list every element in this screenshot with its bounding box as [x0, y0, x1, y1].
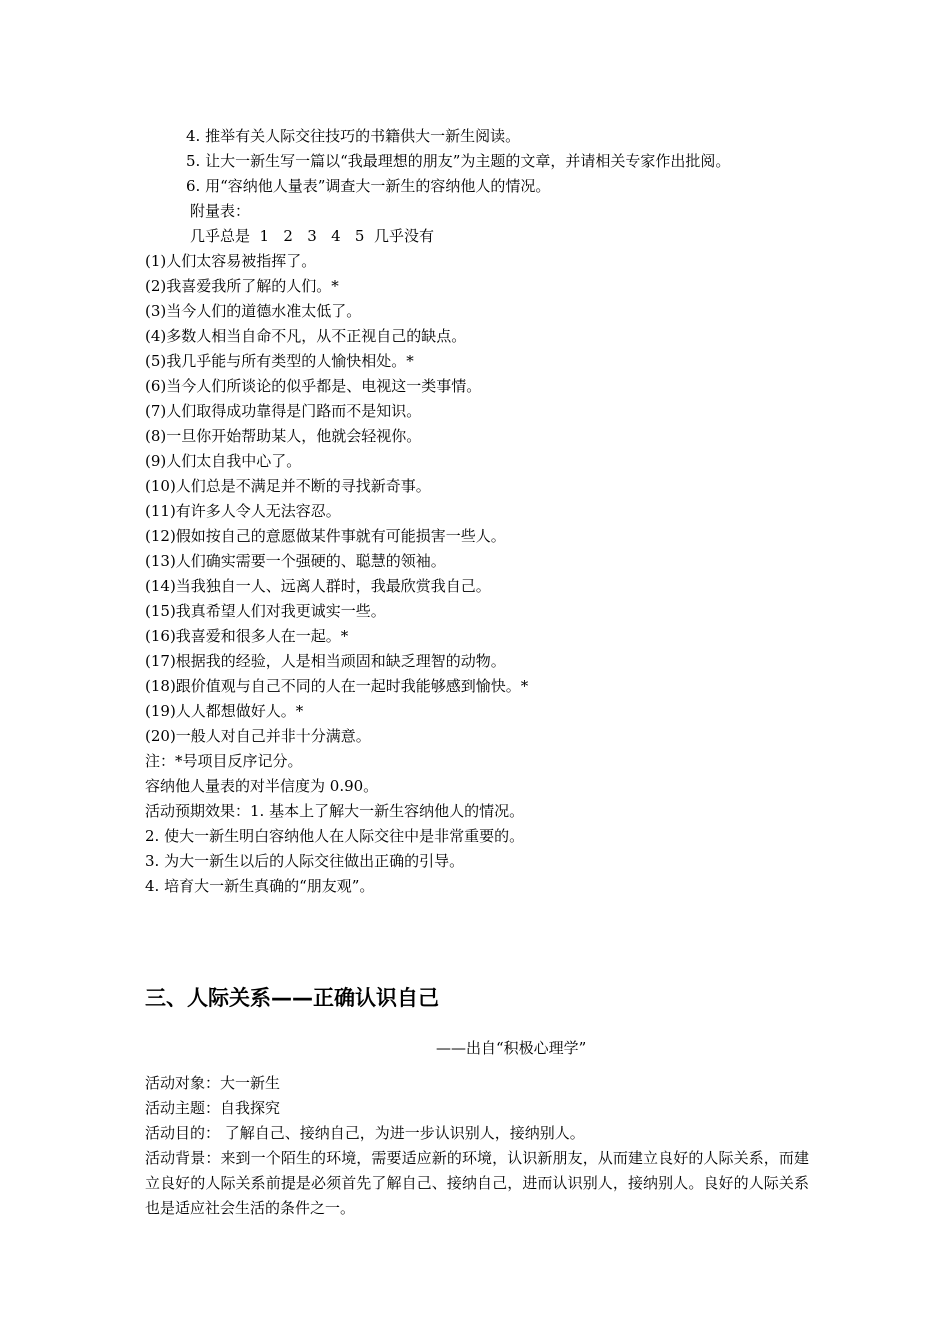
activity-step-6: 6. 用“容纳他人量表”调查大一新生的容纳他人的情况。 — [186, 177, 551, 195]
activity-step-4: 4. 推举有关人际交往技巧的书籍供大一新生阅读。 — [186, 127, 521, 145]
scale-item: (19)人人都想做好人。* — [145, 702, 304, 720]
scale-item: (2)我喜爱我所了解的人们。* — [145, 277, 339, 295]
effect-item: 3. 为大一新生以后的人际交往做出正确的引导。 — [145, 852, 465, 870]
activity-theme: 活动主题：自我探究 — [145, 1099, 281, 1117]
activity-target: 活动对象：大一新生 — [145, 1074, 281, 1092]
scale-item: (20)一般人对自己并非十分满意。 — [145, 727, 371, 745]
activity-step-5: 5. 让大一新生写一篇以“我最理想的朋友”为主题的文章，并请相关专家作出批阅。 — [186, 152, 731, 170]
scale-item: (16)我喜爱和很多人在一起。* — [145, 627, 349, 645]
effect-item: 2. 使大一新生明白容纳他人在人际交往中是非常重要的。 — [145, 827, 525, 845]
effect-item: 活动预期效果：1. 基本上了解大一新生容纳他人的情况。 — [145, 802, 525, 820]
effect-item: 4. 培育大一新生真确的“朋友观”。 — [145, 877, 375, 895]
scale-item: (11)有许多人令人无法容忍。 — [145, 502, 341, 520]
scale-item: (3)当今人们的道德水准太低了。 — [145, 302, 362, 320]
scale-header: 几乎总是 1 2 3 4 5 几乎没有 — [190, 227, 435, 245]
scale-item: (5)我几乎能与所有类型的人愉快相处。* — [145, 352, 414, 370]
scale-item: (18)跟价值观与自己不同的人在一起时我能够感到愉快。* — [145, 677, 529, 695]
section-title: 三、人际关系——正确认识自己 — [145, 986, 439, 1010]
activity-purpose: 活动目的： 了解自己、接纳自己，为进一步认识别人，接纳别人。 — [145, 1124, 585, 1142]
scale-item: (4)多数人相当自命不凡，从不正视自己的缺点。 — [145, 327, 467, 345]
scale-item: (13)人们确实需要一个强硬的、聪慧的领袖。 — [145, 552, 446, 570]
scale-item: (6)当今人们所谈论的似乎都是、电视这一类事情。 — [145, 377, 482, 395]
appendix-label: 附量表： — [190, 202, 251, 220]
reliability-note: 容纳他人量表的对半信度为 0.90。 — [145, 777, 379, 795]
section-source: ——出自“积极心理学” — [436, 1039, 587, 1057]
scale-item: (15)我真希望人们对我更诚实一些。 — [145, 602, 386, 620]
scale-item: (14)当我独自一人、远离人群时，我最欣赏我自己。 — [145, 577, 491, 595]
scale-item: (7)人们取得成功靠得是门路而不是知识。 — [145, 402, 422, 420]
scale-item: (10)人们总是不满足并不断的寻找新奇事。 — [145, 477, 431, 495]
scale-item: (17)根据我的经验，人是相当顽固和缺乏理智的动物。 — [145, 652, 506, 670]
scale-item: (12)假如按自己的意愿做某件事就有可能损害一些人。 — [145, 527, 506, 545]
activity-background: 活动背景：来到一个陌生的环境，需要适应新的环境，认识新朋友，从而建立良好的人际关系，而建立良好的人际关系前提是必须首先了解自己、接纳自己，进而认识别人，接纳别人。良好的人际关系也是适应社会生活的条件之一。 — [145, 1149, 809, 1217]
scoring-note: 注：*号项目反序记分。 — [145, 752, 303, 770]
scale-item: (8)一旦你开始帮助某人，他就会轻视你。 — [145, 427, 422, 445]
scale-item: (1)人们太容易被指挥了。 — [145, 252, 317, 270]
scale-item: (9)人们太自我中心了。 — [145, 452, 302, 470]
